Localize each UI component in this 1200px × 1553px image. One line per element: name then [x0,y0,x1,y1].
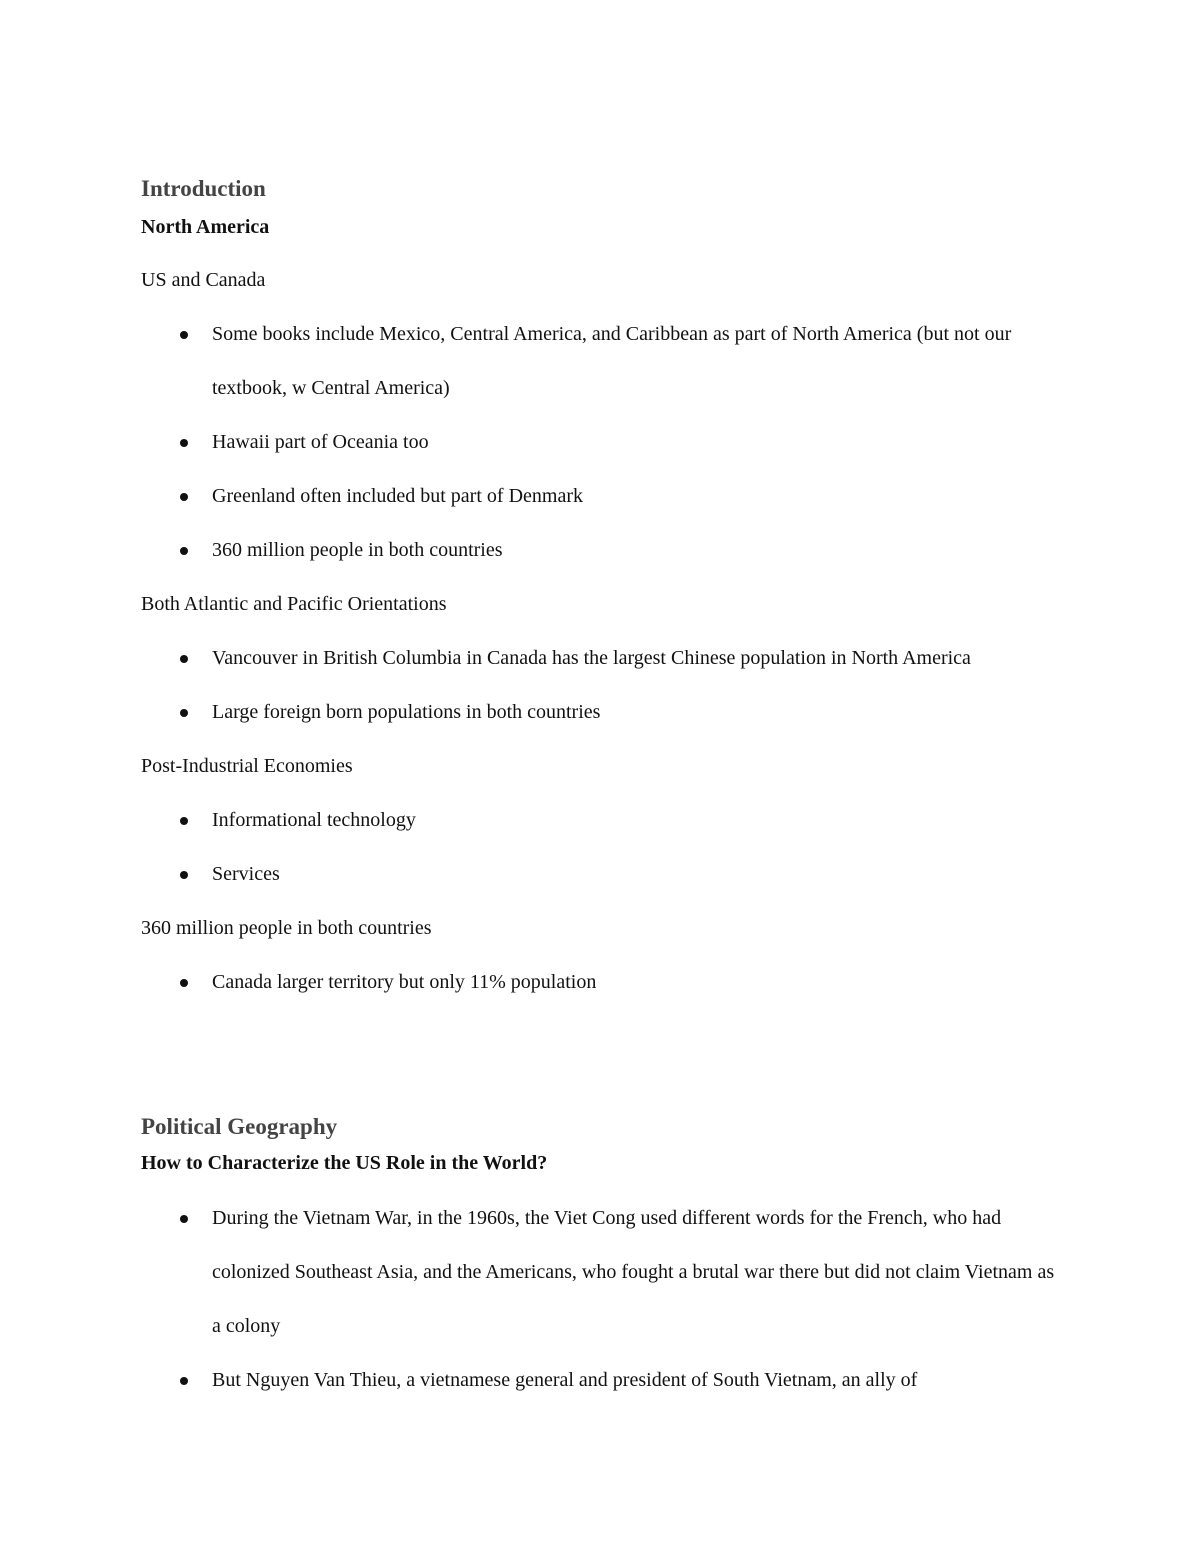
bullet-dot-icon [180,655,188,663]
bullet-list-us-role [141,1191,1061,1407]
list-item: Large foreign born populations in both countries [212,685,1061,739]
list-item: Canada larger territory but only 11% population [212,955,1061,1009]
bullet-dot-icon [180,439,188,447]
list-item: But Nguyen Van Thieu, a vietnamese general and president of South Vietnam, an ally of [212,1353,1061,1407]
section-heading-introduction: Introduction [141,176,266,201]
list-item: Services [212,847,1061,901]
list-item: During the Vietnam War, in the 1960s, the Viet Cong used different words for the French, who had colonized Southeast Asia, and the Americans, who fought a brutal war there but did not claim Vietnam as a colony [212,1191,1061,1353]
bullet-dot-icon [180,1377,188,1385]
bullet-dot-icon [180,1215,188,1223]
bullet-list-population [141,955,1061,1009]
section-heading-political-geography: Political Geography [141,1114,338,1139]
bullet-dot-icon [180,493,188,501]
bullet-list-orientations [141,631,1061,739]
bullet-dot-icon [180,331,188,339]
list-item: 360 million people in both countries [212,523,1061,577]
bullet-list-us-canada [141,307,1061,577]
group-label-population: 360 million people in both countries [141,917,432,939]
group-label-economies: Post-Industrial Economies [141,755,353,777]
subheading-north-america: North America [141,216,270,238]
bullet-dot-icon [180,979,188,987]
bullet-dot-icon [180,817,188,825]
list-item: Some books include Mexico, Central America, and Caribbean as part of North America (but not our textbook, w Central America) [212,307,1061,415]
bullet-dot-icon [180,709,188,717]
subheading-us-role: How to Characterize the US Role in the World? [141,1152,548,1174]
bullet-list-economies [141,793,1061,901]
group-label-orientations: Both Atlantic and Pacific Orientations [141,593,447,615]
list-item: Vancouver in British Columbia in Canada has the largest Chinese population in North America [212,631,1061,685]
group-label-us-canada: US and Canada [141,269,266,291]
list-item: Hawaii part of Oceania too [212,415,1061,469]
list-item: Informational technology [212,793,1061,847]
list-item: Greenland often included but part of Denmark [212,469,1061,523]
bullet-dot-icon [180,547,188,555]
bullet-dot-icon [180,871,188,879]
